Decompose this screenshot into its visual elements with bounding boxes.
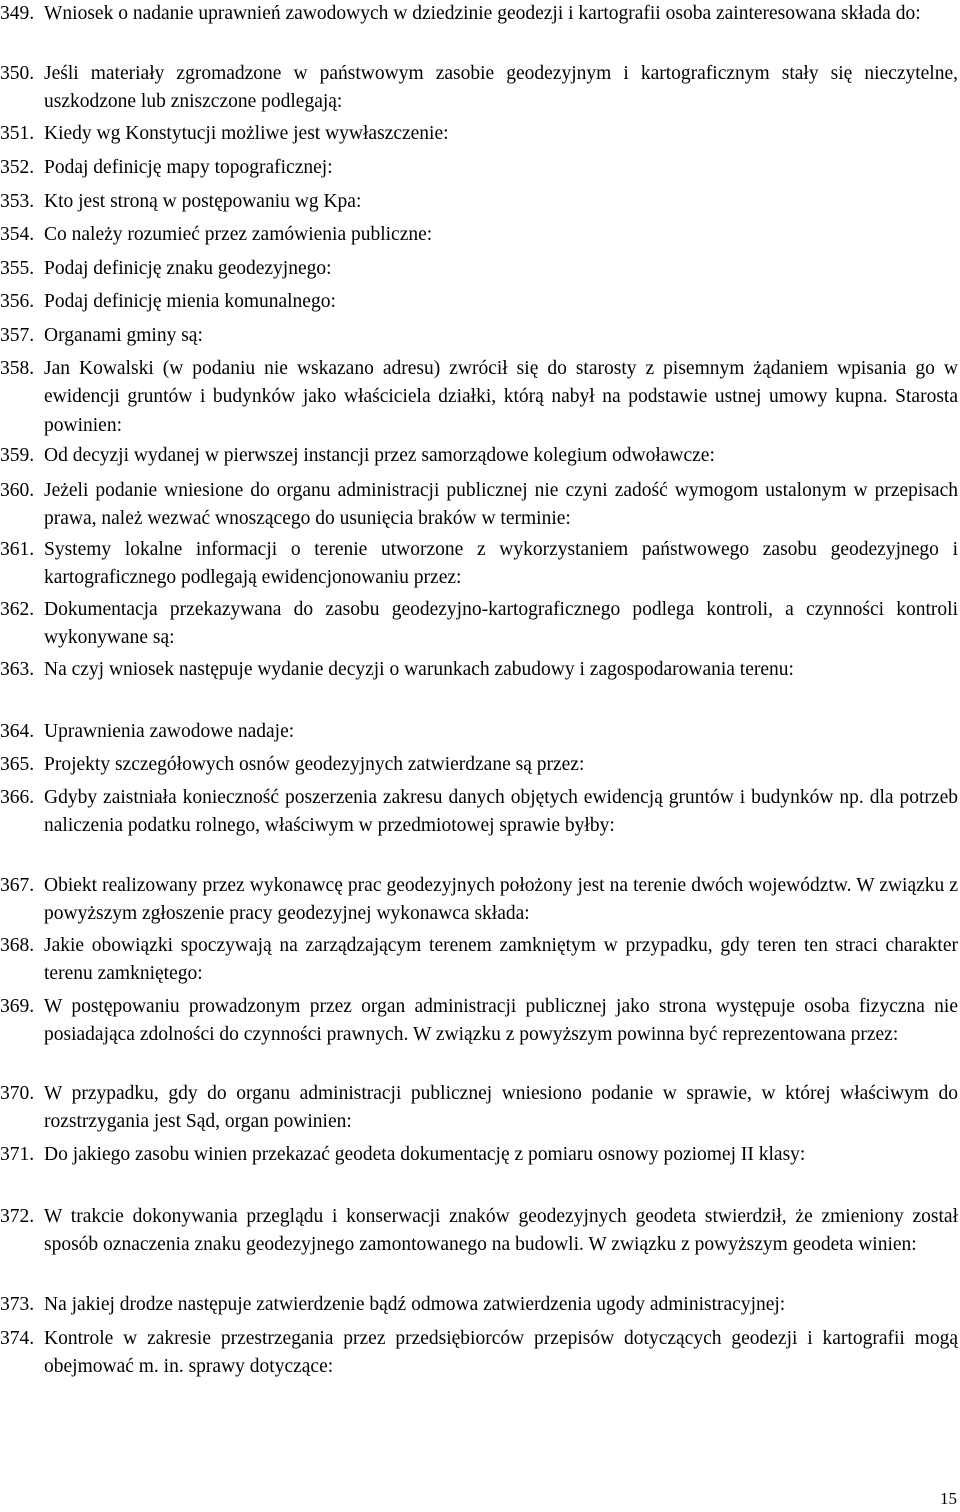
- question-item: [0, 536, 958, 593]
- question-text: Jeśli materiały zgromadzone w państwowym zasobie geodezyjnym i kartograficznym stały się nieczytelne, uszkodzone lub zniszczone podlegają:: [44, 63, 958, 113]
- question-number: 366.: [0, 787, 35, 808]
- question-item: [0, 120, 958, 148]
- question-text: Wniosek o nadanie uprawnień zawodowych w dziedzinie geodezji i kartografii osoba zainteresowana składa do:: [44, 3, 921, 24]
- question-text: Systemy lokalne informacji o terenie utworzone z wykorzystaniem państwowego zasobu geodezyjnego i kartograficznego podlegają ewidencjonowaniu przez:: [44, 539, 958, 589]
- question-text: Uprawnienia zawodowe nadaje:: [44, 721, 295, 742]
- question-text: Kontrole w zakresie przestrzegania przez przedsiębiorców przepisów dotyczących geodezji i kartografii mogą obejmować m. in. sprawy dotyczące:: [44, 1328, 958, 1378]
- question-number: 367.: [0, 875, 35, 896]
- question-text: W przypadku, gdy do organu administracji publicznej wniesiono podanie w sprawie, w której właściwym do rozstrzygania jest Sąd, organ powinien:: [44, 1083, 958, 1133]
- question-item: [0, 288, 958, 316]
- question-item: [0, 872, 958, 929]
- question-number: 369.: [0, 996, 35, 1017]
- question-text: W postępowaniu prowadzonym przez organ administracji publicznej jako strona występuje osoba fizyczna nie posiadająca zdolności do czynności prawnych. W związku z powyższym powinna być reprezentowana przez:: [44, 996, 958, 1046]
- question-text: Na czyj wniosek następuje wydanie decyzji o warunkach zabudowy i zagospodarowania terenu:: [44, 659, 794, 680]
- question-number: 354.: [0, 224, 35, 245]
- question-number: 365.: [0, 754, 35, 775]
- page-number: 15: [940, 1489, 957, 1508]
- question-item: [0, 355, 958, 440]
- question-number: 357.: [0, 325, 35, 346]
- question-item: [0, 751, 958, 779]
- question-number: 351.: [0, 123, 35, 144]
- question-number: 349.: [0, 3, 35, 24]
- question-text: W trakcie dokonywania przeglądu i konserwacji znaków geodezyjnych geodeta stwierdził, że zmieniony został sposób oznaczenia znaku geodezyjnego zamontowanego na budowli. W związku z powyższym geodeta winien:: [44, 1206, 958, 1256]
- question-number: 373.: [0, 1294, 35, 1315]
- question-item: [0, 1325, 958, 1382]
- question-text: Projekty szczegółowych osnów geodezyjnych zatwierdzane są przez:: [44, 754, 585, 775]
- question-item: [0, 1141, 958, 1169]
- question-text: Jakie obowiązki spoczywają na zarządzającym terenem zamkniętym w przypadku, gdy teren ten straci charakter terenu zamkniętego:: [44, 935, 958, 985]
- question-number: 362.: [0, 599, 35, 620]
- question-number: 356.: [0, 291, 35, 312]
- question-number: 353.: [0, 191, 35, 212]
- question-text: Podaj definicję znaku geodezyjnego:: [44, 258, 332, 279]
- question-item: [0, 255, 958, 283]
- question-text: Co należy rozumieć przez zamówienia publiczne:: [44, 224, 433, 245]
- question-number: 372.: [0, 1206, 35, 1227]
- question-item: [0, 596, 958, 653]
- question-text: Jan Kowalski (w podaniu nie wskazano adresu) zwrócił się do starosty z pisemnym żądaniem wpisania go w ewidencji gruntów i budynków jako właściciela działki, którą nabył na podstawie ustnej umowy kupna. Starosta powinien:: [44, 358, 958, 436]
- question-text: Kiedy wg Konstytucji możliwe jest wywłaszczenie:: [44, 123, 449, 144]
- question-number: 363.: [0, 659, 35, 680]
- question-item: [0, 0, 958, 28]
- question-item: [0, 718, 958, 746]
- question-item: [0, 442, 958, 470]
- question-text: Gdyby zaistniała konieczność poszerzenia zakresu danych objętych ewidencją gruntów i budynków np. dla potrzeb naliczenia podatku rolnego, właściwym w przedmiotowej sprawie byłby:: [44, 787, 958, 837]
- question-number: 361.: [0, 539, 35, 560]
- question-item: [0, 154, 958, 182]
- question-number: 368.: [0, 935, 35, 956]
- question-number: 358.: [0, 358, 35, 379]
- question-text: Kto jest stroną w postępowaniu wg Kpa:: [44, 191, 362, 212]
- question-text: Od decyzji wydanej w pierwszej instancji przez samorządowe kolegium odwoławcze:: [44, 445, 715, 466]
- question-number: 360.: [0, 480, 35, 501]
- question-number: 359.: [0, 445, 35, 466]
- question-number: 374.: [0, 1328, 35, 1349]
- question-item: [0, 932, 958, 989]
- question-item: [0, 221, 958, 249]
- question-number: 352.: [0, 157, 35, 178]
- question-item: [0, 1080, 958, 1137]
- question-item: [0, 188, 958, 216]
- question-number: 370.: [0, 1083, 35, 1104]
- question-text: Jeżeli podanie wniesione do organu administracji publicznej nie czyni zadość wymogom ustalonym w przepisach prawa, należ wezwać wnoszącego do usunięcia braków w terminie:: [44, 480, 958, 530]
- question-item: [0, 656, 958, 684]
- question-number: 350.: [0, 63, 35, 84]
- question-item: [0, 60, 958, 117]
- question-text: Do jakiego zasobu winien przekazać geodeta dokumentację z pomiaru osnowy poziomej II klasy:: [44, 1144, 806, 1165]
- question-item: [0, 1291, 958, 1319]
- question-text: Podaj definicję mienia komunalnego:: [44, 291, 336, 312]
- question-text: Organami gminy są:: [44, 325, 203, 346]
- question-number: 355.: [0, 258, 35, 279]
- question-item: [0, 322, 958, 350]
- question-item: [0, 784, 958, 841]
- question-text: Podaj definicję mapy topograficznej:: [44, 157, 333, 178]
- question-text: Na jakiej drodze następuje zatwierdzenie bądź odmowa zatwierdzenia ugody administracyjnej:: [44, 1294, 786, 1315]
- question-number: 364.: [0, 721, 35, 742]
- question-text: Obiekt realizowany przez wykonawcę prac geodezyjnych położony jest na terenie dwóch województw. W związku z powyższym zgłoszenie pracy geodezyjnej wykonawca składa:: [44, 875, 958, 925]
- question-number: 371.: [0, 1144, 35, 1165]
- question-item: [0, 1203, 958, 1260]
- question-item: [0, 993, 958, 1050]
- question-text: Dokumentacja przekazywana do zasobu geodezyjno-kartograficznego podlega kontroli, a czynności kontroli wykonywane są:: [44, 599, 958, 649]
- question-item: [0, 477, 958, 534]
